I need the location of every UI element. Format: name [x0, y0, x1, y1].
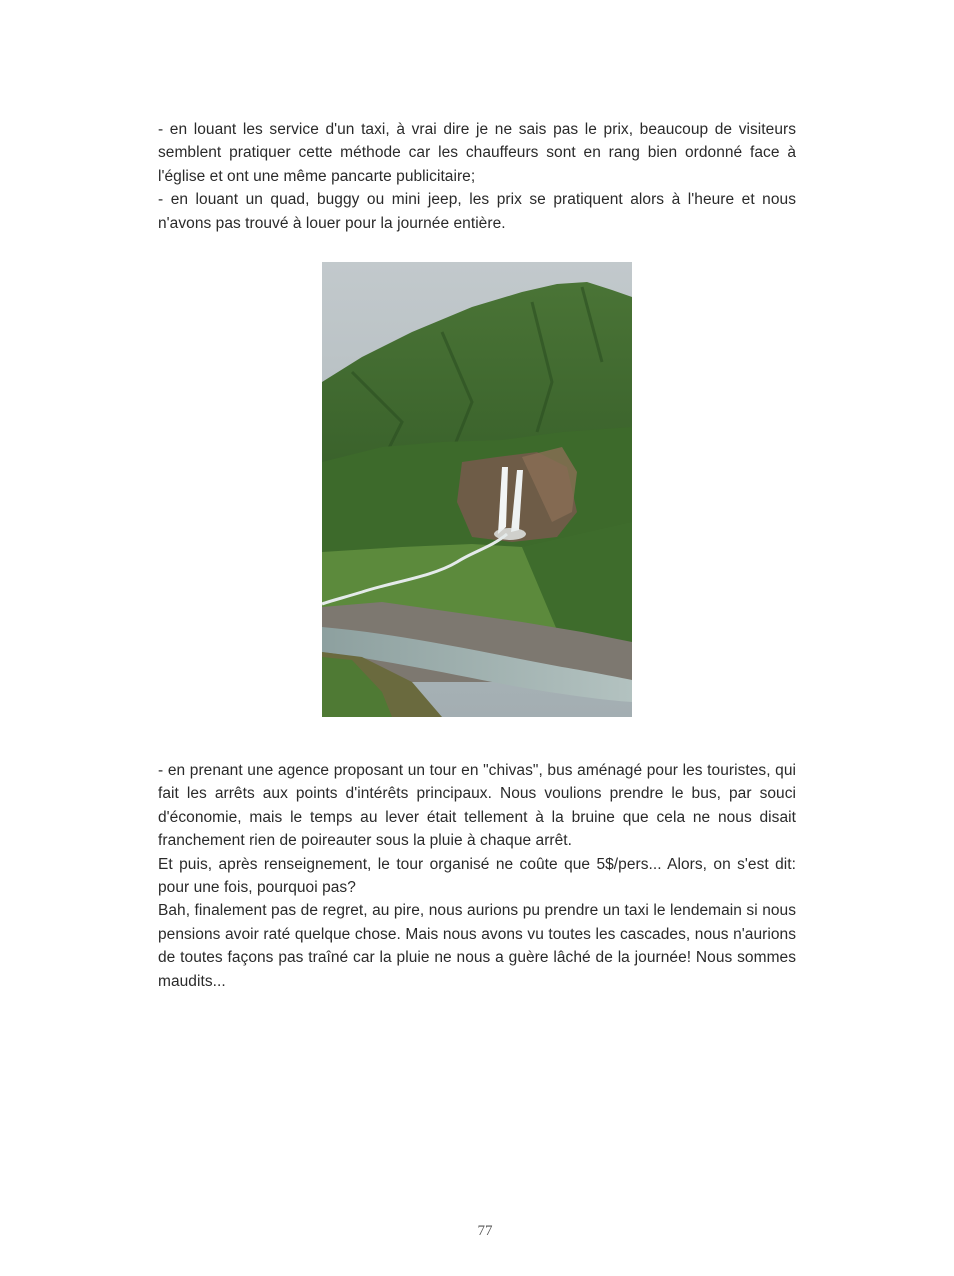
text-block-bottom: [158, 759, 796, 993]
text-block-top: [158, 118, 796, 235]
paragraph-price: Et puis, après renseignement, le tour organisé ne coûte que 5$/pers... Alors, on s'est dit: pour une fois, pourquoi pas?: [158, 855, 796, 897]
paragraph-conclusion: Bah, finalement pas de regret, au pire, nous aurions pu prendre un taxi le lendemain si nous pensions avoir raté quelque chose. Mais nous avons vu toutes les cascades, nous n'aurions de toutes façons pas traîné car la pluie ne nous a guère lâché de la journée! Nous sommes maudits...: [158, 902, 796, 990]
paragraph-taxi: - en louant les service d'un taxi, à vrai dire je ne sais pas le prix, beaucoup de visiteurs semblent pratiquer cette méthode car les chauffeurs sont en rang bien ordonné face à l'église et ont une même pancarte publicitaire;: [158, 121, 796, 185]
paragraph-chivas: - en prenant une agence proposant un tour en "chivas", bus aménagé pour les touristes, qui fait les arrêts aux points d'intérêts principaux. Nous voulions prendre le bus, par souci d'économie, mais le temps au lever était tellement à la bruine que cela ne nous disait franchement rien de poireauter sous la pluie à chaque arrêt.: [158, 762, 796, 850]
waterfall-photo-icon: [322, 262, 632, 717]
paragraph-quad: - en louant un quad, buggy ou mini jeep, les prix se pratiquent alors à l'heure et nous n'avons pas trouvé à louer pour la journée entière.: [158, 191, 796, 232]
waterfall-photo: [322, 262, 632, 717]
page-number: 77: [477, 1223, 493, 1239]
